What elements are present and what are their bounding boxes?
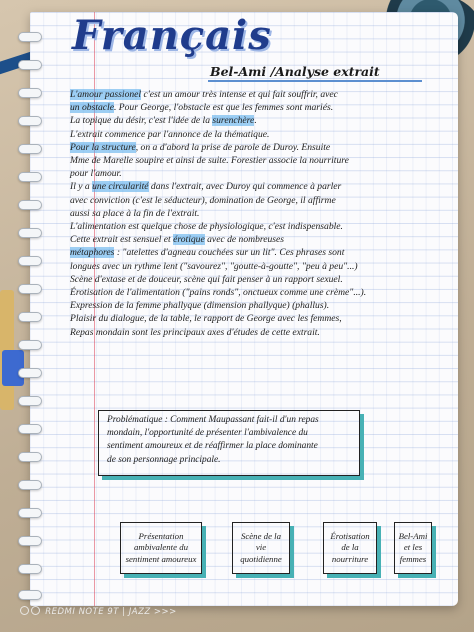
card-line: nourriture	[331, 553, 369, 564]
card-line: quotidienne	[240, 553, 282, 564]
binder-ring	[18, 284, 42, 294]
binder-ring	[18, 508, 42, 518]
axis-card-ambivalence	[120, 522, 202, 574]
highlight: surenchère	[212, 115, 255, 127]
card-line: vie	[255, 542, 267, 553]
binder-ring	[18, 32, 42, 42]
note-line: Plaisir du dialogue, de la table, le rapport de George avec les femmes,	[70, 313, 342, 325]
card-line: et les	[403, 542, 423, 553]
subtitle-underline	[208, 80, 422, 82]
highlight: un obstacle	[70, 102, 114, 114]
problematique-line: sentiment amoureux et de réaffirmer la place dominante	[107, 441, 318, 452]
binder-ring	[18, 88, 42, 98]
note-line: Cette extrait est sensuel et érotique avec de nombreuses	[70, 234, 285, 246]
note-line: L'alimentation est quelque chose de physiologique, c'est indispensable.	[70, 221, 343, 233]
binder-ring	[18, 144, 42, 154]
note-line: L'extrait commence par l'annonce de la thématique.	[70, 128, 270, 140]
camera-dot-icon	[20, 606, 29, 615]
note-line: Il y a une circularité dans l'extrait, avec Duroy qui commence à parler	[70, 181, 342, 193]
binder-ring	[18, 200, 42, 210]
note-line: Scène d'extase et de douceur, scène qui fait penser à un rapport sexuel.	[70, 273, 343, 285]
binder-ring	[18, 452, 42, 462]
note-line: Érotisation de l'alimentation ("pains ronds", onctueux comme une crème"...).	[70, 287, 367, 299]
highlight: érotique	[173, 234, 205, 246]
binder-ring	[18, 340, 42, 350]
binder-ring	[18, 396, 42, 406]
binder-ring	[18, 60, 42, 70]
card-line: femmes	[399, 553, 427, 564]
axis-card-quotidienne	[232, 522, 290, 574]
notes-body	[70, 88, 420, 339]
binder-ring	[18, 590, 42, 600]
axis-card-nourriture	[323, 522, 377, 574]
binder-ring	[18, 116, 42, 126]
binder-ring	[18, 228, 42, 238]
page-title: Français	[72, 12, 272, 59]
card-line: Scène de la	[240, 530, 282, 541]
highlight: Pour la structure	[70, 141, 136, 153]
binder-ring	[18, 368, 42, 378]
binder-ring	[18, 564, 42, 574]
binder-ring	[18, 480, 42, 490]
binder-ring	[18, 256, 42, 266]
card-line: sentiment amoureux	[125, 553, 197, 564]
axis-card-femmes	[394, 522, 432, 574]
note-line: longues avec un rythme lent ("savourez", "goutte-à-goutte", "peu à peu"...)	[70, 260, 358, 272]
binder-ring	[18, 172, 42, 182]
highlight: une circularité	[92, 181, 149, 193]
watermark-text: REDMI NOTE 9T | JAZZ >>>	[45, 607, 177, 617]
note-line: Expression de la femme phallyque (dimension phallyque) (phallus).	[70, 300, 330, 312]
note-line: avec conviction (c'est le séducteur), domination de George, il affirme	[70, 194, 336, 206]
camera-watermark	[20, 606, 177, 617]
note-line: aussi sa place à la fin de l'extrait.	[70, 207, 200, 219]
card-line: Présentation	[138, 530, 184, 541]
camera-dot-icon	[31, 606, 40, 615]
problematique-box	[98, 410, 360, 476]
note-line: pour l'amour.	[70, 168, 122, 180]
note-line: La topique du désir, c'est l'idée de la surenchère.	[70, 115, 257, 127]
card-line: Érotisation	[330, 530, 370, 541]
problematique-line: Problématique : Comment Maupassant fait-il d'un repas	[107, 415, 319, 425]
note-line: un obstacle. Pour George, l'obstacle est que les femmes sont mariés.	[70, 102, 334, 114]
binder-ring	[18, 312, 42, 322]
page-subtitle: Bel-Ami /Analyse extrait	[210, 64, 380, 79]
problematique-line: mondain, l'opportunité de présenter l'ambivalence du	[107, 428, 308, 439]
note-line: L'amour passionel c'est un amour très intense et qui fait souffrir, avec	[70, 89, 338, 100]
note-line: métaphores : "atelettes d'agneau couchées sur un lit". Ces phrases sont	[70, 247, 345, 259]
binder-ring	[18, 536, 42, 546]
card-line: de la	[341, 542, 359, 553]
card-line: Bel-Ami	[398, 530, 428, 541]
note-line: Repas mondain sont les principaux axes d'études de cette extrait.	[70, 326, 320, 338]
note-line: Pour la structure, on a d'abord la prise de parole de Duroy. Ensuite	[70, 141, 331, 153]
binder-ring	[18, 424, 42, 434]
card-line: ambivalente du	[134, 542, 188, 553]
problematique-line: de son personnage principale.	[107, 454, 221, 465]
note-line: Mme de Marelle soupire et ainsi de suite. Forestier associe la nourriture	[70, 155, 349, 167]
highlight: métaphores	[70, 247, 115, 259]
highlight: L'amour passionel	[70, 89, 142, 100]
